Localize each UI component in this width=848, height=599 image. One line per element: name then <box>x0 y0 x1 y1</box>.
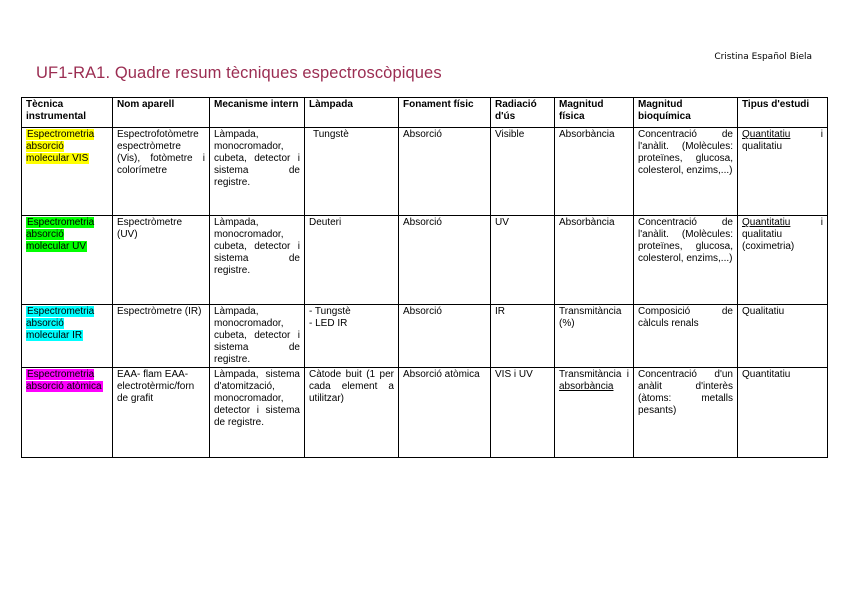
header-tipus: Tipus d'estudi <box>738 98 828 128</box>
header-fonament: Fonament físic <box>399 98 491 128</box>
lampada-cell <box>305 216 399 305</box>
header-nom-aparell: Nom aparell <box>113 98 210 128</box>
aparell-cell: Espectròmetre (IR) <box>113 305 210 368</box>
tecnica-highlight: Espectrometria absorció molecular IR <box>26 306 95 341</box>
magnitud-bioquimica-cell: Concentració de l'anàlit. (Molècules: proteïnes, glucosa, colesterol, enzims,...) <box>634 216 738 305</box>
tecnica-highlight: Espectrometria absorció atòmica <box>26 369 102 392</box>
mecanisme-cell: Làmpada, monocromador, cubeta, detector i sistema de registre. <box>210 128 305 216</box>
magnitud-bioquimica-cell: Concentració de l'anàlit. (Molècules: proteïnes, glucosa, colesterol, enzims,...) <box>634 128 738 216</box>
fonament-cell: Absorció <box>399 305 491 368</box>
table-row <box>22 128 828 216</box>
mecanisme-cell: Làmpada, monocromador, cubeta, detector i sistema de registre. <box>210 305 305 368</box>
lampada-line: Tungstè <box>313 129 349 140</box>
tipus-rest: i qualitatiu <box>742 129 823 152</box>
tipus-underlined: Quantitatiu <box>742 129 791 140</box>
magnitud-fisica-cell: Absorbància <box>555 216 634 305</box>
tipus-cell: Quantitatiu <box>738 368 828 458</box>
tecnica-cell <box>22 305 113 368</box>
lampada-line: - Tungstè <box>309 306 351 317</box>
tipus-cell: Qualitatiu <box>738 305 828 368</box>
tecnica-cell <box>22 368 113 458</box>
tipus-cell <box>738 216 828 305</box>
fonament-cell: Absorció <box>399 216 491 305</box>
tipus-underlined: Quantitatiu <box>742 217 791 228</box>
table-row <box>22 368 828 458</box>
magnitud-fisica-cell <box>555 368 634 458</box>
fonament-cell: Absorció atòmica <box>399 368 491 458</box>
radiacio-cell: IR <box>491 305 555 368</box>
lampada-line: - LED IR <box>309 318 348 329</box>
header-tecnica: Tècnica instrumental <box>22 98 113 128</box>
tipus-cell <box>738 128 828 216</box>
tecnica-cell <box>22 216 113 305</box>
lampada-line: Càtode buit (1 per cada element a utilitzar) <box>309 369 394 404</box>
mecanisme-cell: Làmpada, sistema d'atomització, monocromador, detector i sistema de registre. <box>210 368 305 458</box>
lampada-cell <box>305 368 399 458</box>
mecanisme-cell: Làmpada, monocromador, cubeta, detector i sistema de registre. <box>210 216 305 305</box>
magnitud-fisica-cell: Transmitància (%) <box>555 305 634 368</box>
magnitud-bioquimica-cell: Composició de càlculs renals <box>634 305 738 368</box>
header-mecanisme: Mecanisme intern <box>210 98 305 128</box>
table-row <box>22 216 828 305</box>
author-name: Cristina Español Biela <box>714 52 812 62</box>
lampada-cell <box>305 305 399 368</box>
tecnica-highlight: Espectrometria absorció molecular UV <box>26 217 95 252</box>
table-row <box>22 305 828 368</box>
magnitud-fisica-cell: Absorbància <box>555 128 634 216</box>
aparell-cell: Espectrofotòmetre espectròmetre (Vis), fotòmetre i colorímetre <box>113 128 210 216</box>
document-title: UF1-RA1. Quadre resum tècniques espectroscòpiques <box>36 64 442 82</box>
header-lampada: Làmpada <box>305 98 399 128</box>
tecnica-highlight: Espectrometria absorció molecular VIS <box>26 129 95 164</box>
header-magnitud-fisica: Magnitud física <box>555 98 634 128</box>
header-row <box>22 98 828 128</box>
magnitud-fisica-plain: Transmitància i <box>559 369 629 380</box>
magnitud-fisica-underlined: absorbància <box>559 381 614 392</box>
header-radiacio: Radiació d'ús <box>491 98 555 128</box>
aparell-cell: Espectròmetre (UV) <box>113 216 210 305</box>
header-magnitud-bioquimica: Magnitud bioquímica <box>634 98 738 128</box>
radiacio-cell: Visible <box>491 128 555 216</box>
magnitud-bioquimica-cell: Concentració d'un anàlit d'interès (àtoms: metalls pesants) <box>634 368 738 458</box>
lampada-cell <box>305 128 399 216</box>
radiacio-cell: VIS i UV <box>491 368 555 458</box>
tipus-rest: i qualitatiu (coximetria) <box>742 217 823 252</box>
lampada-line: Deuteri <box>309 217 342 228</box>
spectroscopy-summary-table <box>21 97 828 458</box>
fonament-cell: Absorció <box>399 128 491 216</box>
aparell-cell: EAA- flam EAA- electrotèrmic/forn de grafit <box>113 368 210 458</box>
tecnica-cell <box>22 128 113 216</box>
radiacio-cell: UV <box>491 216 555 305</box>
